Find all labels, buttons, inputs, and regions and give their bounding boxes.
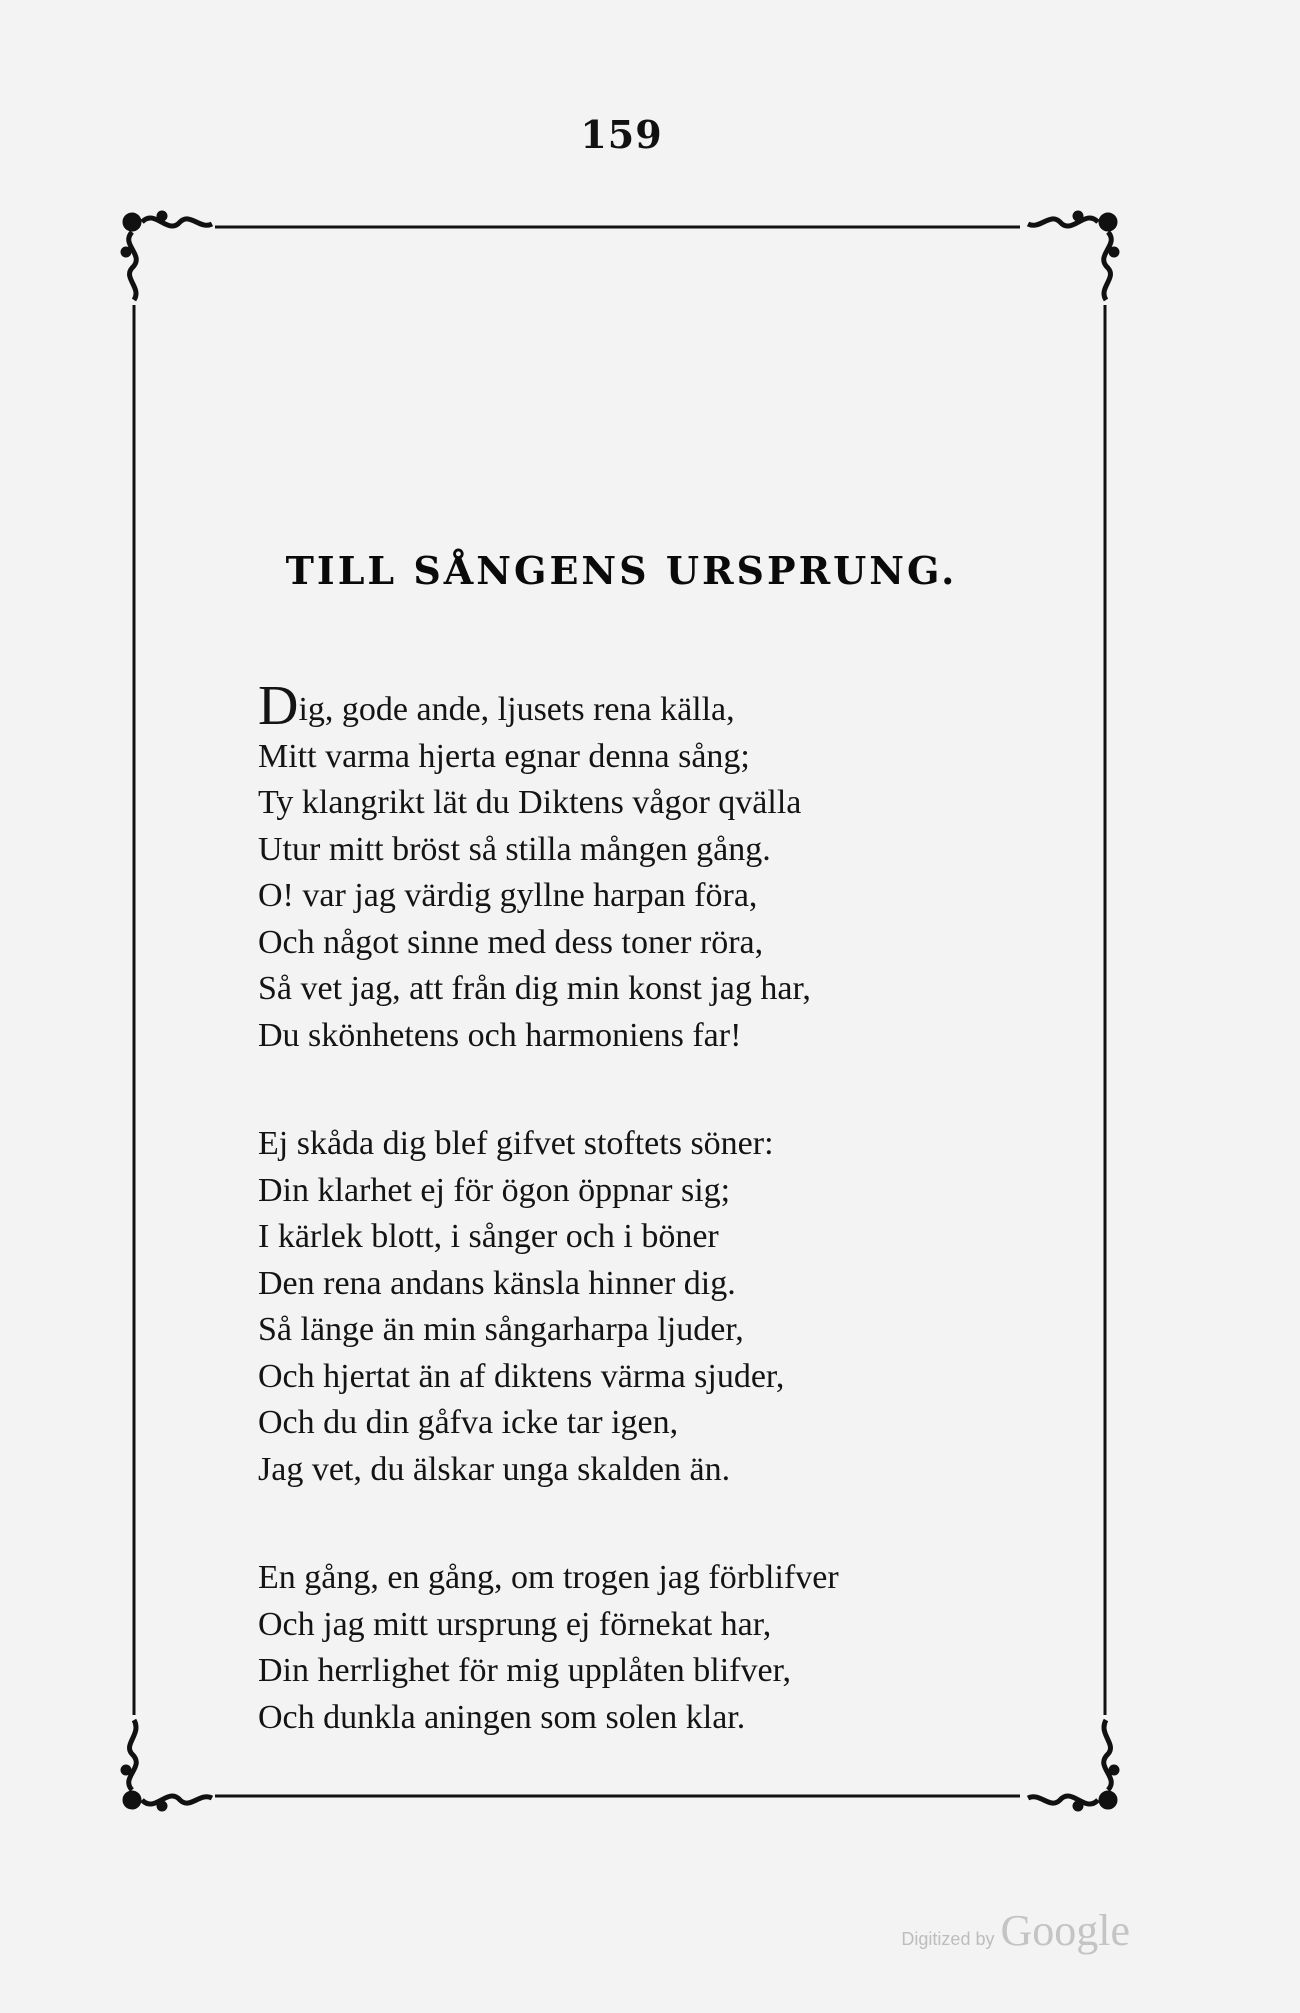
poem-line: Ej skåda dig blef gifvet stoftets söner:	[258, 1125, 774, 1162]
poem-body	[258, 675, 839, 1803]
stanza-1	[258, 675, 839, 1059]
poem-line: Och jag mitt ursprung ej förnekat har,	[258, 1605, 772, 1643]
poem-line: Din klarhet ej för ögon öppnar sig;	[258, 1171, 731, 1209]
poem-line: Dig, gode ande, ljusets rena källa,	[258, 675, 735, 737]
poem-line: En gång, en gång, om trogen jag förblifver	[258, 1559, 839, 1596]
poem-line: I kärlek blott, i sånger och i böner	[258, 1218, 719, 1255]
drop-cap: D	[258, 675, 299, 737]
poem-line: Och du din gåfva icke tar igen,	[258, 1404, 679, 1441]
poem-line: Och något sinne med dess toner röra,	[258, 923, 764, 961]
corner-ornament-icon	[1028, 211, 1119, 300]
poem-line: Så länge än min sångarharpa ljuder,	[258, 1311, 744, 1348]
poem-line: Utur mitt bröst så stilla mången gång.	[258, 830, 771, 868]
poem-line: Din herrlighet för mig upplåten blifver,	[258, 1652, 792, 1689]
corner-ornament-icon	[1028, 1720, 1119, 1811]
stanza-3	[258, 1555, 839, 1741]
poem-line: Jag vet, du älskar unga skalden än.	[258, 1450, 731, 1488]
page-number: 159	[580, 112, 663, 157]
poem-line: Du skönhetens och harmoniens far!	[258, 1016, 742, 1054]
poem-line: Så vet jag, att från dig min konst jag har,	[258, 970, 811, 1007]
poem-title: TILL SÅNGENS URSPRUNG.	[285, 548, 958, 593]
corner-ornament-icon	[121, 211, 212, 300]
poem-line: Ty klangrikt lät du Diktens vågor qvälla	[258, 784, 802, 821]
poem-line: Och hjertat än af diktens värma sjuder,	[258, 1357, 785, 1395]
poem-line: Mitt varma hjerta egnar denna sång;	[258, 737, 750, 775]
digitized-by-label: Digitized by	[901, 1929, 995, 1949]
poem-line: Den rena andans känsla hinner dig.	[258, 1264, 736, 1302]
stanza-2	[258, 1121, 839, 1493]
digitized-watermark	[901, 1905, 1130, 1956]
poem-line: Och dunkla aningen som solen klar.	[258, 1698, 746, 1736]
poem-line: O! var jag värdig gyllne harpan föra,	[258, 877, 758, 914]
corner-ornament-icon	[121, 1720, 212, 1811]
google-logo: Google	[1000, 1906, 1130, 1955]
